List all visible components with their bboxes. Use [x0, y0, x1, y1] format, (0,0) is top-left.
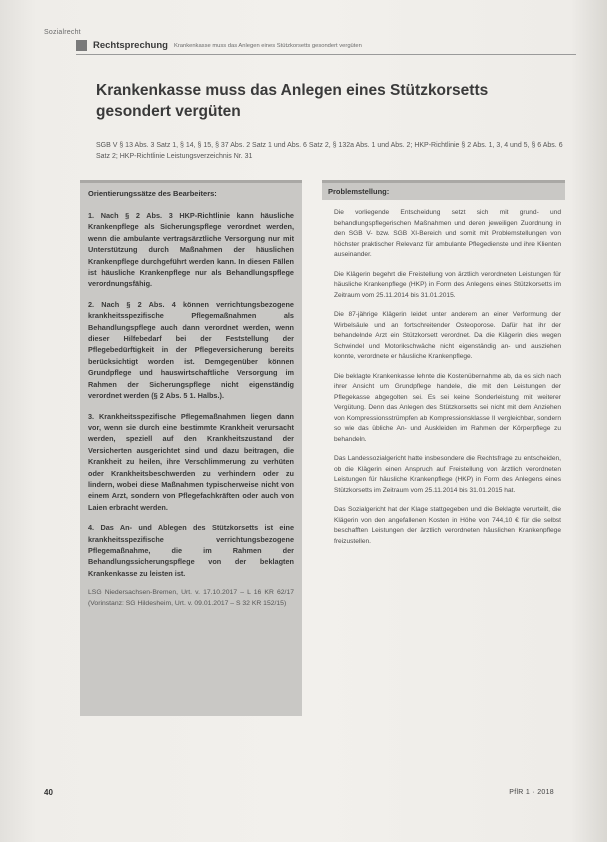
problem-title: Problemstellung:	[322, 180, 565, 200]
rubric-title: Rechtsprechung	[93, 40, 168, 51]
problem-paragraph: Die 87-jährige Klägerin leidet unter anderem an einer Verformung der Wirbelsäule und an fortschreitender Osteoporose. Dafür hat ihr der behandelnde Arzt ein Stützkorsett verordnet. Da die Klägerin dies wegen Schwindel und Motorikschwäche nicht eigenständig an- und ausziehen konnte, verordnete er häusliche Krankenpflege.	[334, 311, 561, 360]
guideline-paragraph: 3. Krankheitsspezifische Pflegemaßnahmen liegen dann vor, wenn sie durch eine bestimmte Krankheit verursacht werden, speziell auf den Krankheitszustand der Versicherten ausgerichtet sind und dazu beitragen, die Krankheit zu heilen, ihre Verschlimmerung zu verhüten oder Krankheitsbeschwerden zu verhindern oder zu lindern, wobei diese Maßnahmen typischerweise nicht von einem Arzt, sondern von Pflegefachkräften oder auch von Laien erbracht werden.	[88, 411, 294, 512]
guideline-paragraph: 2. Nach § 2 Abs. 4 können verrichtungsbezogene krankheitsspezifische Pflegemaßnahmen als Behandlungspflege auch dann verordnet werden, wenn dieser Hilfebedarf bei der Feststellung der Pflegebedürftigkeit in der Pflegeversicherung bereits berücksichtigt worden ist. Demgegenüber können Grundpflege und hauswirtschaftliche Versorgung im Rahmen der Sicherungspflege nicht eigenständig verordnet werden (§ 2 Abs. 5 1. Halbs.).	[88, 299, 294, 401]
court-citation: LSG Niedersachsen-Bremen, Urt. v. 17.10.2017 – L 16 KR 62/17 (Vorinstanz: SG Hildesheim, Urt. v. 09.01.2017 – S 32 KR 152/15)	[88, 589, 294, 607]
guideline-paragraph: 4. Das An- und Ablegen des Stützkorsetts ist eine krankheitsspezifische verrichtungsbezogene Pflegemaßnahme, die im Rahmen der Behandlungssicherungspflege von der beklagten Krankenkasse zu leisten ist.	[88, 523, 294, 578]
guidelines-title: Orientierungssätze des Bearbeiters:	[88, 189, 217, 198]
guideline-paragraph: 1. Nach § 2 Abs. 3 HKP-Richtlinie kann häusliche Krankenpflege als Sicherungspflege verordnet werden, wenn die ambulante vertragsärztliche Versorgung nur mit Unterstützung durch Maßnahmen der häuslichen Krankenpflege durchgeführt werden kann. In diesen Fällen ist häusliche Krankenpflege nur als Behandlungspflege verordnungsfähig.	[88, 211, 294, 289]
problem-section	[322, 180, 565, 556]
problem-paragraph: Die vorliegende Entscheidung setzt sich mit grund- und behandlungspflegerischen Maßnahmen und deren jeweiligen Zuordnung in den SGB V- bzw. SGB XI-Bereich und somit mit Problemstellungen von höchster praktischer Relevanz für ambulante Pflegedienste und ihre Klienten auseinander.	[334, 209, 561, 258]
problem-paragraph: Die beklagte Krankenkasse lehnte die Kostenübernahme ab, da es sich nach ihrer Ansicht um Grundpflege handele, die mit den Leistungen der Pflegekasse abgegolten sei. Es sei keine Sonderleistung mit weiterer Vergütung. Denn das Anlegen des Stützkorsetts sei nicht mit dem Anziehen von Kompressionsstrümpfen ab Kompressionsklasse II vergleichbar, sondern so wie das übliche An- und Auskleiden im Rahmen der Körperpflege zu behandeln.	[334, 372, 561, 443]
rubric-subtitle: Krankenkasse muss das Anlegen eines Stützkorsetts gesondert vergüten	[173, 42, 362, 49]
rubric-marker-icon	[76, 40, 87, 51]
problem-paragraph: Das Sozialgericht hat der Klage stattgegeben und die Beklagte verurteilt, die Klägerin von den angefallenen Kosten in Höhe von 744,10 € für die selbst beschafften Leistungen der ärztlich verordneten häuslichen Krankenpflege freizustellen.	[334, 506, 561, 545]
journal-issue: PflR 1 · 2018	[509, 789, 554, 796]
page-footer	[44, 788, 554, 797]
rubric-header	[76, 40, 576, 55]
page-number: 40	[44, 788, 53, 797]
article-title: Krankenkasse muss das Anlegen eines Stützkorsetts gesondert vergüten	[96, 82, 489, 120]
legal-norms: SGB V § 13 Abs. 3 Satz 1, § 14, § 15, § 37 Abs. 2 Satz 1 und Abs. 6 Satz 2, § 132a Abs. 1 und Abs. 2; HKP-Richtlinie § 2 Abs. 1, 3, 4 und 5, § 6 Abs. 6 Satz 2; HKP-Richtlinie Leistungsverzeichnis Nr. 31	[96, 142, 563, 160]
section-label: Sozialrecht	[44, 29, 81, 36]
guidelines-box	[80, 180, 302, 716]
problem-paragraph: Die Klägerin begehrt die Freistellung von ärztlich verordneten Leistungen für häusliche Krankenpflege (HKP) in Form des Anlegens eines Stützkorsetts im Zeitraum vom 25.11.2014 bis 31.01.2015.	[334, 270, 561, 299]
problem-paragraph: Das Landessozialgericht hatte insbesondere die Rechtsfrage zu entscheiden, ob die Klägerin einen Anspruch auf Freistellung von ärztlich verordneten Leistungen für häusliche Krankenpflege (HKP) in Form des Anlegens eines Stützkorsetts im Zeitraum vom 25.11.2014 bis 31.01.2015 hat.	[334, 455, 561, 494]
